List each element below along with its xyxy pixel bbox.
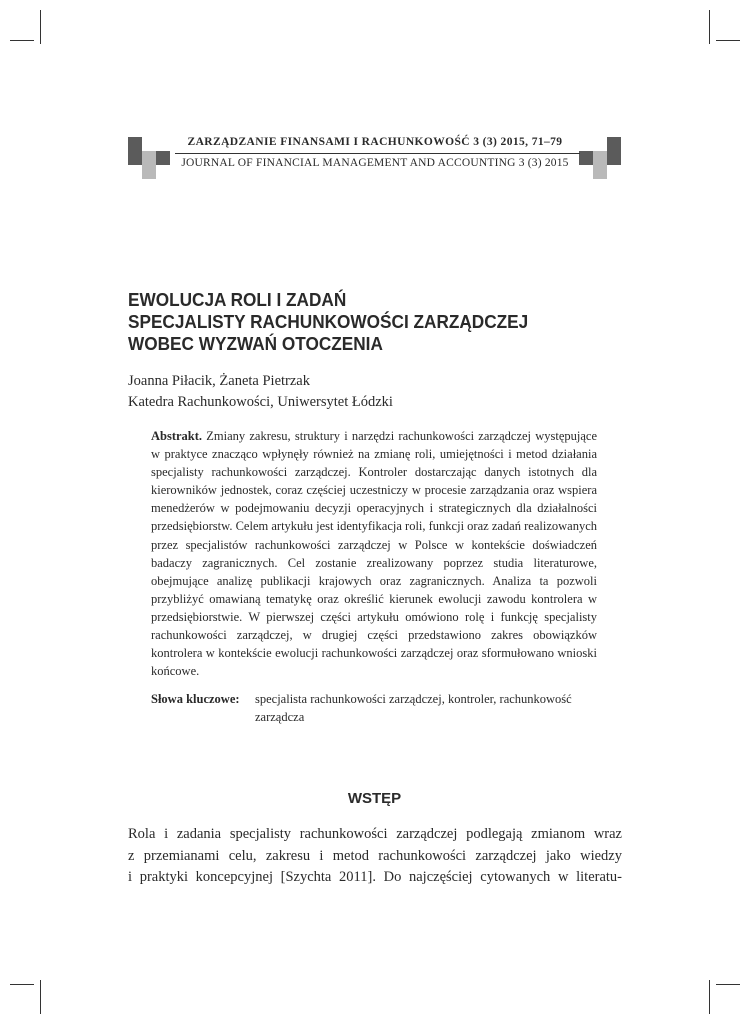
body-paragraph — [128, 824, 622, 889]
crop-mark-top-right-v — [709, 10, 710, 44]
keywords-text: specjalista rachunkowości zarządczej, kontroler, rachunkowość zarządcza — [255, 692, 572, 724]
keywords-label: Słowa kluczowe: — [151, 692, 240, 706]
author-names: Joanna Piłacik, Żaneta Pietrzak — [128, 373, 310, 389]
body-line: z przemianami celu, zakresu i metod rachunkowości zarządczej jako wiedzy — [128, 847, 622, 864]
journal-title-polish: ZARZĄDZANIE FINANSAMI I RACHUNKOWOŚĆ 3 (3) 2015, 71–79 — [187, 136, 563, 148]
header-rule — [175, 153, 580, 154]
crop-mark-bottom-left-h — [10, 984, 34, 985]
abstract-label: Abstrakt. — [151, 429, 203, 443]
journal-title-english: JOURNAL OF FINANCIAL MANAGEMENT AND ACCOUNTING 3 (3) 2015 — [181, 157, 569, 169]
article-title-line: EWOLUCJA ROLI I ZADAŃ — [128, 289, 347, 310]
crop-mark-bottom-right-v — [709, 980, 710, 1014]
crop-mark-top-left-h — [10, 40, 34, 41]
author-affiliation: Katedra Rachunkowości, Uniwersytet Łódzki — [128, 394, 393, 410]
crop-mark-top-right-h — [716, 40, 740, 41]
crop-mark-top-left-v — [40, 10, 41, 44]
crop-mark-bottom-right-h — [716, 984, 740, 985]
body-line: Rola i zadania specjalisty rachunkowości zarządczej podlegają zmianom wraz — [128, 826, 622, 842]
body-line: i praktyki koncepcyjnej [Szychta 2011]. Do najczęściej cytowanych w literatu- — [128, 869, 622, 885]
crop-mark-bottom-left-v — [40, 980, 41, 1014]
article-title-line: SPECJALISTY RACHUNKOWOŚCI ZARZĄDCZEJ — [128, 311, 529, 332]
section-heading: WSTĘP — [347, 790, 402, 807]
article-title-line: WOBEC WYZWAŃ OTOCZENIA — [128, 333, 383, 354]
abstract-text: Zmiany zakresu, struktury i narzędzi rachunkowości zarządczej występujące w praktyce znacząco wpłynęły również na zmianę roli, umiejętności i metod działania specjalisty rachunkowości zarządczej. Kontroler dostarczając danych istotnych dla kierowników jednostek, coraz częściej uczestniczy w procesie zarządzania oraz wspiera menedżerów w podejmowaniu decyzji operacyjnych i strategicznych dla działalności przedsiębiorstw. Celem artykułu jest identyfikacja roli, funkcji oraz zadań realizowanych przez specjalistów rachunkowości zarządczej w Polsce w kontekście doświadczeń badaczy zagranicznych. Cel zostanie zrealizowany poprzez studia literaturowe, obejmujące analizę publikacji krajowych oraz zagranicznych. Analiza ta pozwoli przybliżyć omawianą tematykę oraz określić kierunek ewolucji zawodu kontrolera w przedsiębiorstwie. W pierwszej części artykułu omówiono rolę i funkcję specjalisty rachunkowości zarządczej, w drugiej części przedstawiono zakres obowiązków kontrolera w kontekście ewolucji rachunkowości zarządczej oraz sformułowano wnioski końcowe. — [151, 429, 598, 679]
article-title — [128, 289, 593, 355]
author-block — [128, 371, 393, 413]
abstract — [151, 427, 597, 680]
